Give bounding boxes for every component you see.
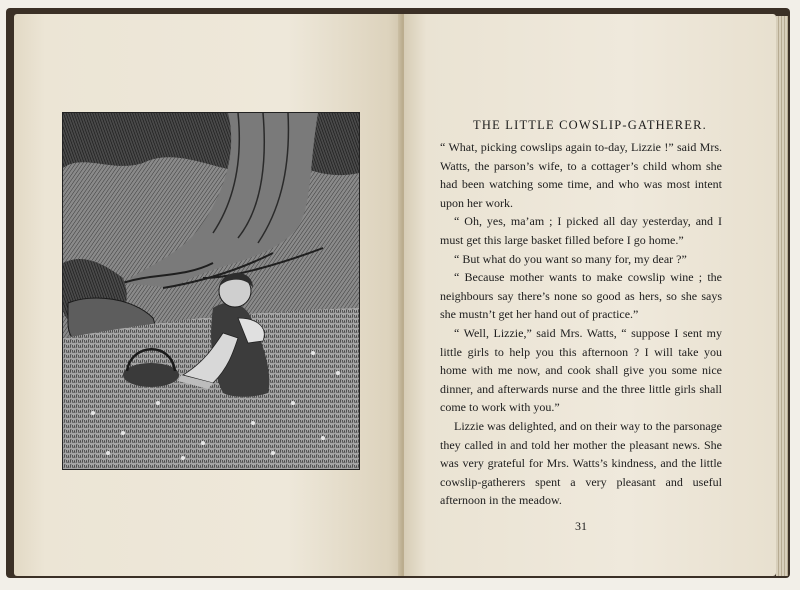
- paragraph: “ But what do you want so many for, my dear ?”: [454, 251, 687, 266]
- body-text: [440, 138, 722, 510]
- engraving-illustration: [62, 112, 360, 470]
- paragraph: Lizzie was delighted, and on their way to the parsonage they called in and told her mother the pleasant news. She was very grateful for Mrs. Watts’s kindness, and the little cowslip-gatherers spent a very pleasant and useful afternoon in the meadow.: [440, 418, 722, 508]
- paragraph: “ What, picking cowslips again to-day, Lizzie !” said Mrs. Watts, the parson’s wife, to a cottager’s child whom she had been watching some time, and who was most intent upon her work.: [440, 140, 722, 210]
- chapter-title: THE LITTLE COWSLIP-GATHERER.: [473, 118, 707, 132]
- paragraph: “ Well, Lizzie,” said Mrs. Watts, “ suppose I sent my little girls to help you this afternoon ? I will take you home with me now, and cook shall give you some nice dinner, and afterwards nurse and the three little girls shall come to work with you.”: [440, 325, 722, 415]
- paragraph: “ Oh, yes, ma’am ; I picked all day yesterday, and I must get this large basket filled before I go home.”: [440, 214, 722, 247]
- page-edges: [776, 16, 788, 576]
- page-number: 31: [575, 519, 587, 533]
- paragraph: “ Because mother wants to make cowslip wine ; the neighbours say there’s none so good as hers, so she says she mustn’t get her hand out of practice.”: [440, 270, 722, 322]
